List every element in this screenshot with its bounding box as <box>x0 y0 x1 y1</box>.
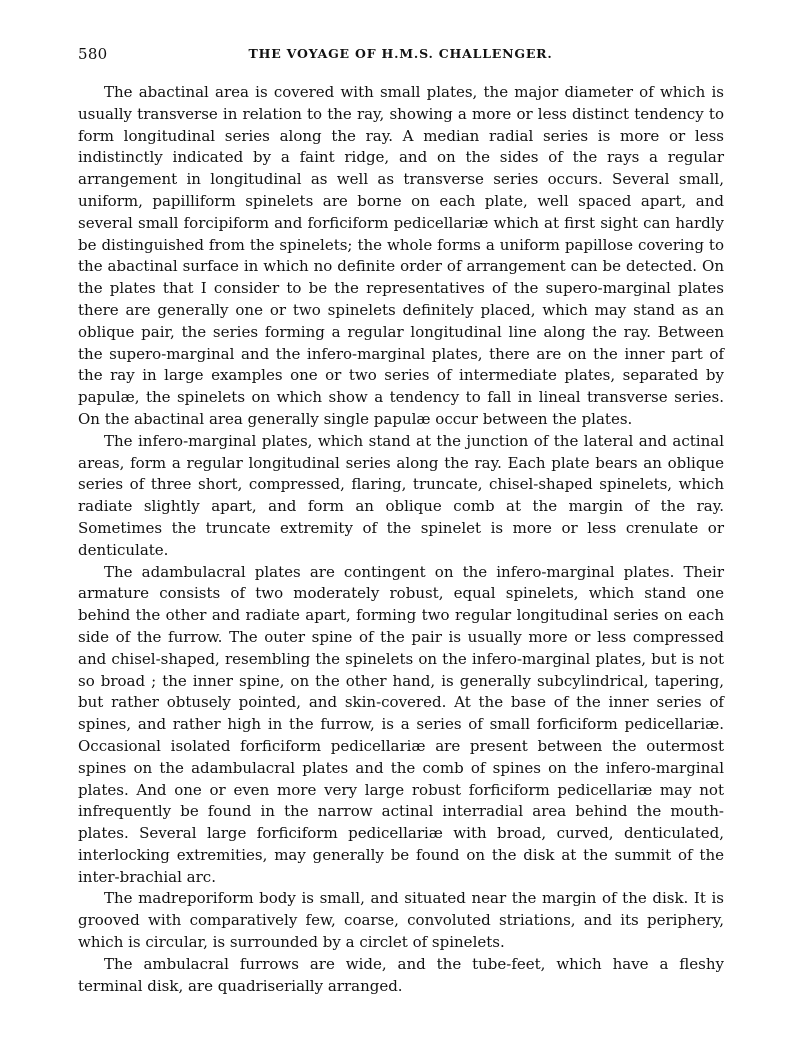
running-title: THE VOYAGE OF H.M.S. CHALLENGER. <box>248 46 553 61</box>
body-text <box>78 82 724 997</box>
page-number: 580 <box>78 45 108 63</box>
paragraph-madreporiform-body: The madreporiform body is small, and situated near the margin of the disk. It is grooved with comparatively few, coarse, convoluted striations, and its periphery, which is circular, is surrounded by a circlet of spinelets. <box>78 889 724 952</box>
paragraph-infero-marginal-plates: The infero-marginal plates, which stand at the junction of the lateral and actinal areas, form a regular longitudinal series along the ray. Each plate bears an oblique series of three short, compressed, flaring, truncate, chisel-shaped spinelets, which radiate slightly apart, and form an oblique comb at the margin of the ray. Sometimes the truncate extremity of the spinelet is more or less crenulate or denticulate. <box>78 431 724 559</box>
paragraph-abactinal-area: The abactinal area is covered with small plates, the major diameter of which is usually transverse in relation to the ray, showing a more or less distinct tendency to form longitudinal series along the ray. A median radial series is more or less indistinctly indicated by a faint ridge, and on the sides of the rays a regular arrangement in longitudinal as well as transverse series occurs. Several small, uniform, papilliform spinelets are borne on each plate, well spaced apart, and several small forcipiform and forficiform pedicellariæ which at first sight can hardly be distinguished from the spinelets; the whole forms a uniform papillose covering to the abactinal surface in which no definite order of arrangement can be detected. On the plates that I consider to be the representatives of the supero-marginal plates there are generally one or two spinelets definitely placed, which may stand as an oblique pair, the series forming a regular longitudinal line along the ray. Between the supero-marginal and the infero-marginal plates, there are on the inner part of the ray in large examples one or two series of intermediate plates, separated by papulæ, the spinelets on which show a tendency to fall in lineal transverse series. On the abactinal area generally single papulæ occur between the plates. <box>78 83 724 428</box>
paragraph-ambulacral-furrows: The ambulacral furrows are wide, and the tube-feet, which have a fleshy terminal disk, are quadriserially arranged. <box>78 954 724 995</box>
page-header <box>78 45 723 67</box>
paragraph-adambulacral-plates: The adambulacral plates are contingent on the infero-marginal plates. Their armature consists of two moderately robust, equal spinelets, which stand one behind the other and radiate apart, forming two regular longitudinal series on each side of the furrow. The outer spine of the pair is usually more or less compressed and chisel-shaped, resembling the spinelets on the infero-marginal plates, but is not so broad ; the inner spine, on the other hand, is generally subcylindrical, tapering, but rather obtusely pointed, and skin-covered. At the base of the inner series of spines, and rather high in the furrow, is a series of small forficiform pedicellariæ. Occasional isolated forficiform pedicellariæ are present between the outermost spines on the adambulacral plates and the comb of spines on the infero-marginal plates. And one or even more very large robust forficiform pedicellariæ may not infrequently be found in the narrow actinal interradial area behind the mouth-plates. Several large forficiform pedicellariæ with broad, curved, denticulated, interlocking extremities, may generally be found on the disk at the summit of the inter-brachial arc. <box>78 562 724 886</box>
